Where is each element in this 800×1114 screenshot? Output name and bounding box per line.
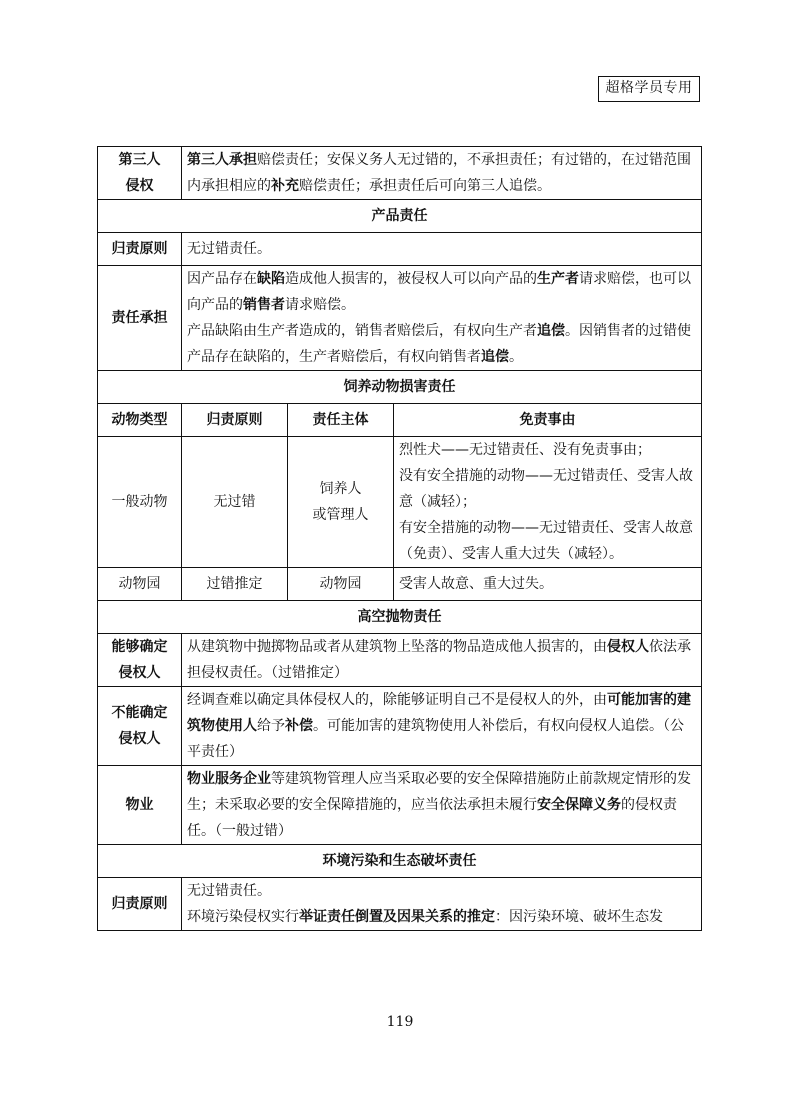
student-only-tag: 超格学员专用 xyxy=(598,76,700,102)
general-animal-row xyxy=(98,437,702,568)
falling-property-label: 物业 xyxy=(98,766,182,845)
zoo-principle: 过错推定 xyxy=(182,568,288,601)
falling-unknown-label: 不能确定 侵权人 xyxy=(98,687,182,766)
general-animal-subject: 饲养人 或管理人 xyxy=(288,437,394,568)
product-bearing-label: 责任承担 xyxy=(98,266,182,371)
zoo-type: 动物园 xyxy=(98,568,182,601)
product-bearing-row xyxy=(98,266,702,371)
animal-section-row xyxy=(98,371,702,404)
environment-section-row xyxy=(98,845,702,878)
zoo-row xyxy=(98,568,702,601)
product-liability-label: 归责原则 xyxy=(98,233,182,266)
environment-label: 归责原则 xyxy=(98,878,182,931)
product-paragraph-2: 产品缺陷由生产者造成的，销售者赔偿后，有权向生产者追偿。因销售者的过错使产品存在缺陷的，生产者赔偿后，有权向销售者追偿。 xyxy=(187,323,691,365)
animal-col-principle: 归责原则 xyxy=(182,404,288,437)
product-paragraph-1: 因产品存在缺陷造成他人损害的，被侵权人可以向产品的生产者请求赔偿，也可以向产品的销售者请求赔偿。 xyxy=(187,271,691,313)
liability-table xyxy=(97,146,702,931)
animal-col-exemption: 免责事由 xyxy=(394,404,702,437)
zoo-exemption: 受害人故意、重大过失。 xyxy=(394,568,702,601)
product-bearing-content xyxy=(182,266,702,371)
animal-section-title: 饲养动物损害责任 xyxy=(98,371,702,404)
falling-property-row xyxy=(98,766,702,845)
environment-content: 无过错责任。 环境污染侵权实行举证责任倒置及因果关系的推定：因污染环境、破坏生态发 xyxy=(182,878,702,931)
zoo-subject: 动物园 xyxy=(288,568,394,601)
general-animal-type: 一般动物 xyxy=(98,437,182,568)
animal-header-row xyxy=(98,404,702,437)
falling-section-title: 高空抛物责任 xyxy=(98,601,702,634)
product-liability-row xyxy=(98,233,702,266)
page-number: 119 xyxy=(386,1014,414,1030)
falling-property-content: 物业服务企业等建筑物管理人应当采取必要的安全保障措施防止前款规定情形的发生；未采取必要的安全保障措施的，应当依法承担未履行安全保障义务的侵权责任。（一般过错） xyxy=(182,766,702,845)
falling-unknown-content: 经调查难以确定具体侵权人的，除能够证明自己不是侵权人的外，由可能加害的建筑物使用人给予补偿。可能加害的建筑物使用人补偿后，有权向侵权人追偿。（公平责任） xyxy=(182,687,702,766)
general-animal-exemption: 烈性犬——无过错责任、没有免责事由； 没有安全措施的动物——无过错责任、受害人故意（减轻）； 有安全措施的动物——无过错责任、受害人故意（免责）、受害人重大过失（减轻）。 xyxy=(394,437,702,568)
falling-unknown-row xyxy=(98,687,702,766)
environment-row xyxy=(98,878,702,931)
third-party-content: 第三人承担赔偿责任；安保义务人无过错的，不承担责任；有过错的，在过错范围内承担相应的补充赔偿责任；承担责任后可向第三人追偿。 xyxy=(182,147,702,200)
environment-paragraph: 环境污染侵权实行举证责任倒置及因果关系的推定：因污染环境、破坏生态发 xyxy=(187,909,663,925)
third-party-row xyxy=(98,147,702,200)
falling-known-content: 从建筑物中抛掷物品或者从建筑物上坠落的物品造成他人损害的，由侵权人依法承担侵权责任。（过错推定） xyxy=(182,634,702,687)
product-section-row xyxy=(98,200,702,233)
product-liability-text: 无过错责任。 xyxy=(182,233,702,266)
animal-col-type: 动物类型 xyxy=(98,404,182,437)
falling-known-label: 能够确定 侵权人 xyxy=(98,634,182,687)
general-animal-principle: 无过错 xyxy=(182,437,288,568)
environment-section-title: 环境污染和生态破坏责任 xyxy=(98,845,702,878)
falling-section-row xyxy=(98,601,702,634)
third-party-label: 第三人 侵权 xyxy=(98,147,182,200)
animal-col-subject: 责任主体 xyxy=(288,404,394,437)
product-section-title: 产品责任 xyxy=(98,200,702,233)
falling-known-row xyxy=(98,634,702,687)
